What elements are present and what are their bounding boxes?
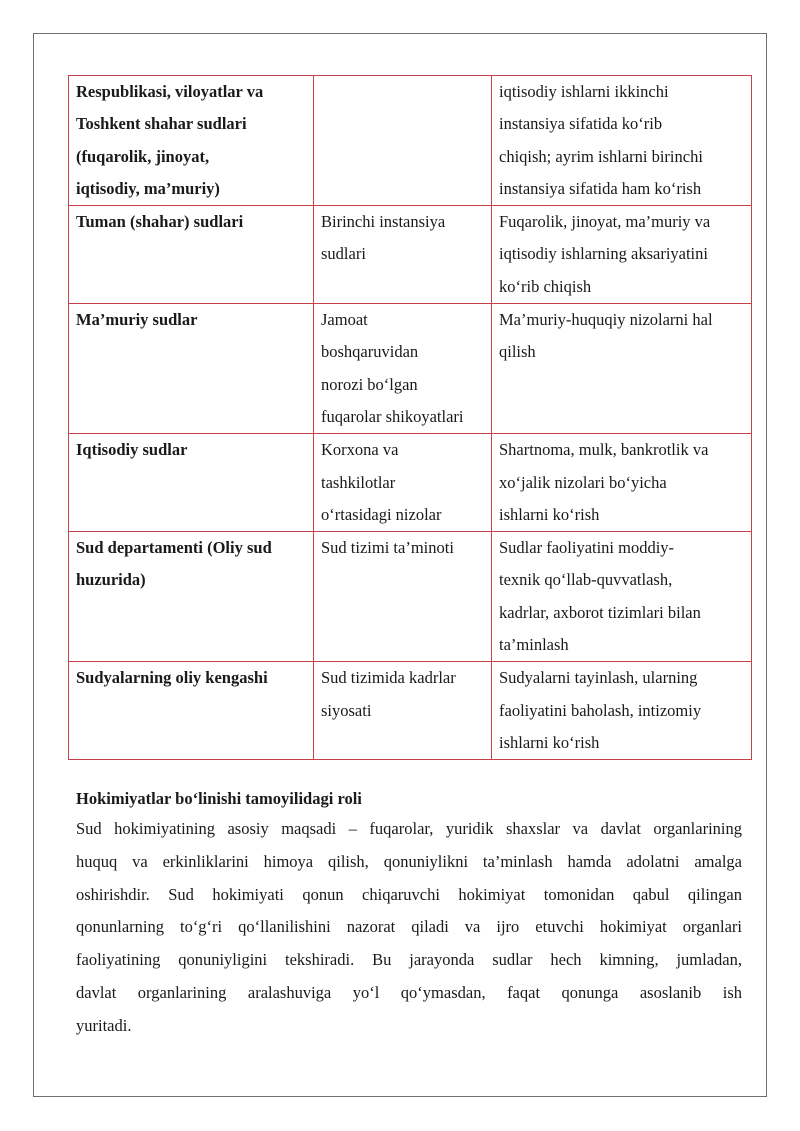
cell-text-line: Shartnoma, mulk, bankrotlik va <box>499 440 709 460</box>
table-cell-col1 <box>69 662 314 760</box>
cell-text-line: Iqtisodiy sudlar <box>76 440 188 460</box>
cell-text-line: Sud tizimi ta’minoti <box>321 538 454 558</box>
cell-text-line: iqtisodiy ishlarning aksariyatini <box>499 244 708 264</box>
cell-text-line: sudlari <box>321 244 366 264</box>
cell-text-line: instansiya sifatida ko‘rib <box>499 114 663 134</box>
cell-text-line: ko‘rib chiqish <box>499 276 592 296</box>
table-cell-col3 <box>492 434 752 532</box>
table-cell-col2 <box>314 304 492 434</box>
cell-text-line: Toshkent shahar sudlari <box>76 114 247 134</box>
cell-text-line: (fuqarolik, jinoyat, <box>76 146 210 166</box>
cell-text-line: kadrlar, axborot tizimlari bilan <box>499 602 701 622</box>
table-cell-col3 <box>492 304 752 434</box>
cell-text-line: faoliyatini baholash, intizomiy <box>499 700 702 720</box>
table-row <box>69 206 752 304</box>
cell-text-line: ishlarni ko‘rish <box>499 732 600 752</box>
table-row <box>69 532 752 662</box>
table-cell-col1 <box>69 304 314 434</box>
table-cell-col3 <box>492 532 752 662</box>
cell-text-line: Tuman (shahar) sudlari <box>76 212 244 232</box>
cell-text-line: iqtisodiy, ma’muriy) <box>76 178 220 198</box>
cell-text-line: Jamoat <box>321 310 368 330</box>
cell-text-line: Respublikasi, viloyatlar va <box>76 82 264 101</box>
courts-table <box>68 75 752 760</box>
cell-text-line: Ma’muriy sudlar <box>76 310 198 330</box>
cell-text-line: ta’minlash <box>499 635 569 655</box>
paragraph-line: oshirishdir. Sud hokimiyati qonun chiqaruvchi hokimiyat tomonidan qabul qilingan <box>76 884 742 904</box>
table-cell-col1 <box>69 434 314 532</box>
table-cell-col1 <box>69 76 314 206</box>
cell-text-line: boshqaruvidan <box>321 342 419 362</box>
table-cell-col3 <box>492 76 752 206</box>
section-body <box>76 813 742 1043</box>
cell-text-line: chiqish; ayrim ishlarni birinchi <box>499 146 703 166</box>
cell-text-line: Sudyalarning oliy kengashi <box>76 668 268 688</box>
courts-table-body <box>69 76 752 760</box>
table-cell-col3 <box>492 206 752 304</box>
paragraph-line: Sud hokimiyatining asosiy maqsadi – fuqarolar, yuridik shaxslar va davlat organlarining <box>76 819 742 838</box>
cell-text-line: Sudlar faoliyatini moddiy- <box>499 538 675 558</box>
cell-text-line: Sud departamenti (Oliy sud <box>76 538 272 558</box>
cell-text-line: Birinchi instansiya <box>321 212 446 232</box>
cell-text-line: Sudyalarni tayinlash, ularning <box>499 668 698 688</box>
cell-text-line: Fuqarolik, jinoyat, ma’muriy va <box>499 212 711 232</box>
cell-text-line: ishlarni ko‘rish <box>499 504 600 524</box>
table-cell-col2 <box>314 76 492 206</box>
cell-text-line: Sud tizimida kadrlar <box>321 668 456 688</box>
cell-text-line: qilish <box>499 342 536 362</box>
cell-text-line: texnik qo‘llab-quvvatlash, <box>499 570 673 590</box>
paragraph-line: faoliyatining qonuniyligini tekshiradi. Bu jarayonda sudlar hech kimning, jumladan, <box>76 950 742 970</box>
table-cell-col2 <box>314 662 492 760</box>
cell-text-line: o‘rtasidagi nizolar <box>321 504 442 524</box>
cell-text-line: huzurida) <box>76 570 146 590</box>
table-row <box>69 662 752 760</box>
table-cell-col1 <box>69 206 314 304</box>
table-cell-col3 <box>492 662 752 760</box>
table-cell-col2 <box>314 434 492 532</box>
paragraph-line: davlat organlarining aralashuviga yo‘l qo‘ymasdan, faqat qonunga asoslanib ish <box>76 982 742 1002</box>
cell-text-line: siyosati <box>321 700 372 720</box>
table-row <box>69 304 752 434</box>
cell-text-line: Korxona va <box>321 440 399 460</box>
paragraph-line: yuritadi. <box>76 1015 132 1035</box>
paragraph-line: huquq va erkinliklarini himoya qilish, qonuniylikni ta’minlash hamda adolatni amalga <box>76 851 742 871</box>
cell-text-line: Ma’muriy-huquqiy nizolarni hal <box>499 310 713 330</box>
cell-text-line: fuqarolar shikoyatlari <box>321 406 464 426</box>
cell-text-line: xo‘jalik nizolari bo‘yicha <box>499 472 667 492</box>
table-cell-col2 <box>314 206 492 304</box>
table-cell-col2 <box>314 532 492 662</box>
paragraph-line: qonunlarning to‘g‘ri qo‘llanilishini nazorat qiladi va ijro etuvchi hokimiyat organlari <box>76 917 742 937</box>
section-heading: Hokimiyatlar bo‘linishi tamoyilidagi roli <box>76 789 362 808</box>
cell-text-line: tashkilotlar <box>321 472 396 492</box>
cell-text-line: instansiya sifatida ham ko‘rish <box>499 178 702 198</box>
cell-text-line: iqtisodiy ishlarni ikkinchi <box>499 82 669 101</box>
table-cell-col1 <box>69 532 314 662</box>
cell-text-line: norozi bo‘lgan <box>321 374 418 394</box>
table-row <box>69 76 752 206</box>
table-row <box>69 434 752 532</box>
